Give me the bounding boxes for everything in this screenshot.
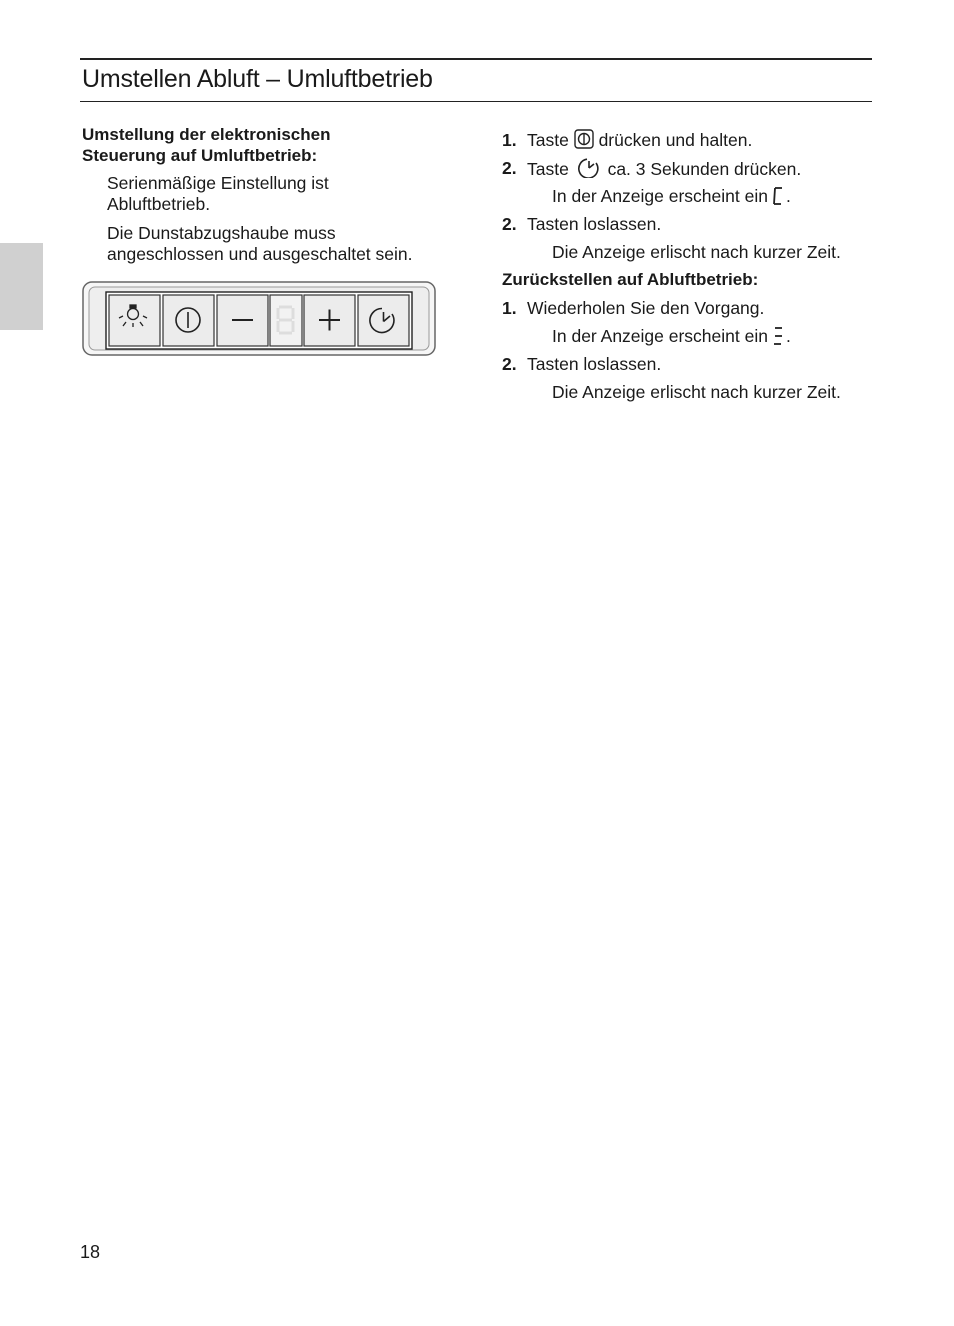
step-a2 [502, 156, 882, 184]
result-b2: Die Anzeige erlischt nach kurzer Zeit. [552, 382, 841, 402]
page-title: Umstellen Abluft – Umluftbetrieb [82, 65, 433, 93]
result-text: In der Anzeige erscheint ein [552, 186, 768, 206]
step-number: 1. [502, 130, 517, 150]
light-button [109, 295, 160, 346]
heading-reset: Zurückstellen auf Abluftbetrieb: [502, 270, 759, 289]
result-b1 [502, 324, 882, 352]
step-text [527, 156, 801, 181]
step-number: 2. [502, 354, 517, 374]
display-triple-bar-symbol [772, 326, 786, 346]
page-number: 18 [80, 1242, 101, 1262]
period: . [785, 186, 791, 206]
timer-icon [577, 156, 603, 178]
paragraph2-line-1: Die Dunstabzugshaube muss [107, 223, 336, 243]
paragraph-precondition [107, 223, 452, 265]
left-column [82, 124, 452, 265]
paragraph-default-setting [107, 173, 452, 215]
step-text-before: Taste [527, 130, 569, 150]
control-panel-illustration [82, 281, 436, 357]
step-b1 [502, 296, 882, 324]
minus-button [217, 295, 268, 346]
header-rule-top [80, 58, 872, 60]
timer-button [358, 295, 409, 346]
step-text-after: drücken und halten. [598, 130, 753, 150]
paragraph1-line-1: Serienmäßige Einstellung ist [107, 173, 329, 193]
result-a1 [502, 184, 882, 212]
header-rule-bottom [80, 101, 872, 102]
subheading [82, 124, 452, 166]
step-b2 [502, 352, 882, 380]
subheading-line-2: Steuerung auf Umluftbetrieb: [82, 146, 318, 165]
step-number: 2. [502, 214, 517, 234]
display-c-symbol [772, 186, 786, 206]
result-text: In der Anzeige erscheint ein [552, 326, 768, 346]
step-a3 [502, 212, 882, 240]
step-a1 [502, 128, 882, 156]
subheading-line-1: Umstellung der elektronischen [82, 125, 331, 144]
step-number: 1. [502, 298, 517, 318]
step-text: Wiederholen Sie den Vorgang. [527, 298, 765, 318]
result-a2: Die Anzeige erlischt nach kurzer Zeit. [552, 242, 841, 262]
power-button [163, 295, 214, 346]
step-text [527, 128, 752, 152]
section-tab [0, 243, 43, 330]
paragraph1-line-2: Abluftbetrieb. [107, 194, 211, 214]
period: . [785, 326, 791, 346]
step-number: 2. [502, 158, 517, 178]
display-digit [270, 295, 302, 346]
step-text: Tasten loslassen. [527, 214, 662, 234]
step-text-after: ca. 3 Sekunden drücken. [607, 159, 802, 179]
paragraph2-line-2: angeschlossen und ausgeschaltet sein. [107, 244, 413, 264]
plus-button [304, 295, 355, 346]
step-text: Tasten loslassen. [527, 354, 662, 374]
power-icon [574, 129, 594, 149]
right-column [502, 128, 882, 408]
step-text-before: Taste [527, 159, 569, 179]
